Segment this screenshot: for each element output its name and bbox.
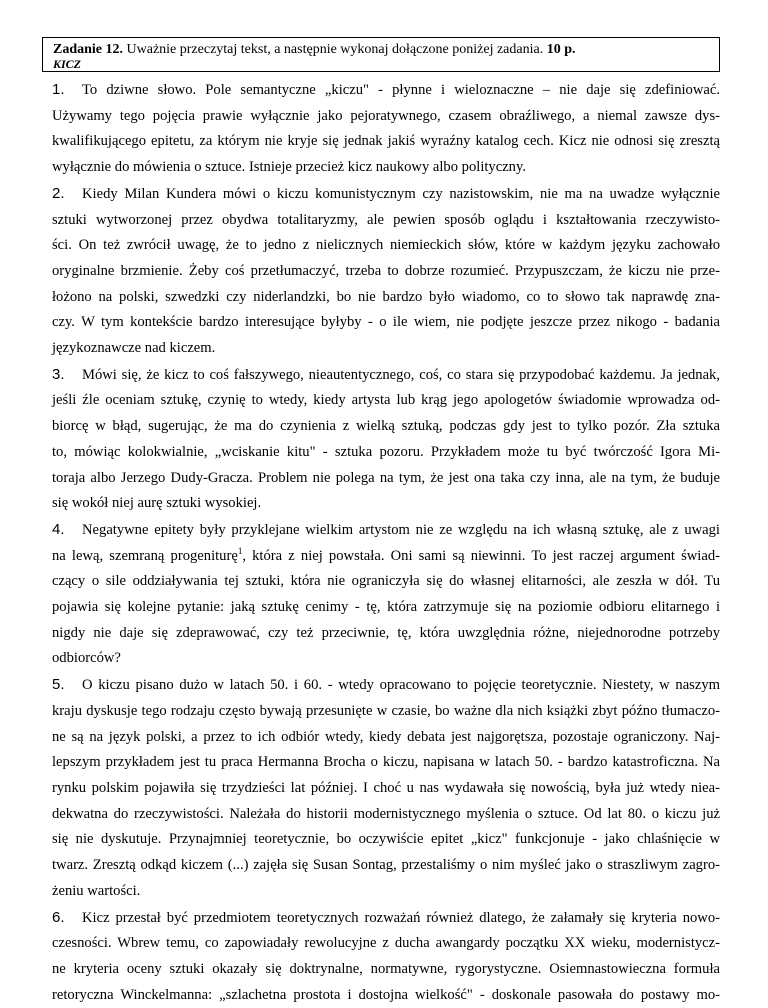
paragraph-line: Używamy tego pojęcia prawie wyłącznie jako pejoratywnego, czasem obraźliwego, a niemal zawsze dys- <box>52 104 720 130</box>
paragraph-2 <box>52 181 720 362</box>
paragraph-line: pojawia się kolejne pytanie: jaką sztukę cenimy - tę, która zatrzymuje się na poziomie odbioru elitarnego i <box>52 595 720 621</box>
paragraph-5 <box>52 672 720 904</box>
paragraph-line: 3. Mówi się, że kicz to coś fałszywego, nieautentycznego, coś, co stara się przypodobać każdemu. Ja jednak, <box>52 362 720 389</box>
article-body <box>52 77 720 1008</box>
task-header-box <box>42 37 720 72</box>
paragraph-line: 6. Kicz przestał być przedmiotem teoretycznych rozważań również dlatego, że załamały się kryteria nowo- <box>52 905 720 932</box>
task-instruction: Uważnie przeczytaj tekst, a następnie wykonaj dołączone poniżej zadania. <box>127 42 544 57</box>
paragraph-number: 4. <box>52 517 82 543</box>
paragraph-line: odbiorców? <box>52 646 720 672</box>
paragraph-line: językoznawcze nad kiczem. <box>52 336 720 362</box>
paragraph-line: 1. To dziwne słowo. Pole semantyczne „kiczu" - płynne i wieloznaczne – nie daje się zdefiniować. <box>52 77 720 104</box>
task-points: 10 p. <box>547 42 576 57</box>
paragraph-line: 4. Negatywne epitety były przyklejane wielkim artystom nie ze względu na ich własną sztukę, ale z uwagi <box>52 517 720 544</box>
paragraph-1 <box>52 77 720 181</box>
paragraph-line: czesności. Wbrew temu, co zapowiadały rewolucyjne z ducha awangardy początku XX wieku, modernistycz- <box>52 931 720 957</box>
paragraph-line: wyłącznie do mówienia o sztuce. Istnieje przecież kicz naukowy albo polityczny. <box>52 155 720 181</box>
paragraph-line: czący o sile oddziaływania tej sztuki, która nie ograniczyła się do własnej elitarności, ale zeszła w dół. Tu <box>52 569 720 595</box>
paragraph-6 <box>52 905 720 1008</box>
footnote-marker: 1 <box>238 546 243 556</box>
paragraph-line: oryginalne brzmienie. Żeby coś przetłumaczyć, trzeba to dobrze rozumieć. Przypuszczam, że kiczu nie prze- <box>52 259 720 285</box>
paragraph-number: 2. <box>52 181 82 207</box>
paragraph-number: 5. <box>52 672 82 698</box>
paragraph-line: jeśli źle oceniam sztukę, czynię to wtedy, kiedy artysta lub krąg jego apologetów świadomie wprowadza od- <box>52 388 720 414</box>
paragraph-line: dekwatna do rzeczywistości. Należała do historii modernistycznego myślenia o sztuce. Od lat 80. o kiczu już <box>52 802 720 828</box>
paragraph-line: 2. Kiedy Milan Kundera mówi o kiczu komunistycznym czy nazistowskim, nie ma na uwadze wyłącznie <box>52 181 720 208</box>
task-number: Zadanie 12. <box>53 42 123 57</box>
paragraph-3 <box>52 362 720 517</box>
paragraph-line: czy. W tym kontekście bardzo interesujące byłyby - o ile wiem, nie podjęte jeszcze przez nikogo - badania <box>52 310 720 336</box>
paragraph-line: lepszym przykładem jest tu praca Hermanna Brocha o kiczu, napisana w latach 50. - bardzo katastroficzna. Na <box>52 750 720 776</box>
paragraph-line: twarz. Zresztą odkąd kiczem (...) zajęła się Susan Sontag, przestaliśmy o nim myśleć jako o straszliwym zagro- <box>52 853 720 879</box>
text-title: KICZ <box>53 58 709 71</box>
paragraph-line: biorcę w błąd, sugerując, że ma do czynienia z wielką sztuką, podczas gdy jest to tylko pozór. Zła sztuka <box>52 414 720 440</box>
paragraph-line: się nie dyskutuje. Przynajmniej teoretycznie, bo oczywiście epitet „kicz" funkcjonuje - jako chlaśnięcie w <box>52 827 720 853</box>
task-title-line <box>53 42 709 58</box>
paragraph-line: łożono na polski, szwedzki czy niderlandzki, bo nie bardzo było wiadomo, co to słowo tak naprawdę zna- <box>52 285 720 311</box>
paragraph-line: ne kryteria oceny sztuki okazały się doktrynalne, normatywne, rygorystyczne. Osiemnastowieczna formuła <box>52 957 720 983</box>
paragraph-line: rynku polskim pojawiła się trzydzieści lat później. I choć u nas wydawała się nowością, była już wtedy nieа- <box>52 776 720 802</box>
paragraph-number: 6. <box>52 905 82 931</box>
paragraph-line: kraju dyskusje tego rodzaju często bywają przesunięte w czasie, bo ważne dla nich książki zbyt późno tłumaczo- <box>52 699 720 725</box>
paragraph-line: się wokół niej aurę sztuki wysokiej. <box>52 491 720 517</box>
paragraph-line: na lewą, szemraną progeniturę$^1$, która z niej powstała. Oni sami są niewinni. To jest raczej argument świad- <box>52 544 720 570</box>
paragraph-line: toraja albo Jerzego Dudy-Gracza. Problem nie polega na tym, że jest ona taka czy inna, ale na tym, że buduje <box>52 466 720 492</box>
paragraph-4 <box>52 517 720 672</box>
paragraph-line: ści. On też zwrócił uwagę, że to jedno z nielicznych niemieckich słów, które w każdym języku zachowało <box>52 233 720 259</box>
paragraph-line: to, mówiąc kolokwialnie, „wciskanie kitu" - sztuka pozoru. Przykładem może tu być twórczość Igora Mi- <box>52 440 720 466</box>
paragraph-line: sztuki wytworzonej przez obydwa totalitaryzmy, ale pewien sposób oglądu i kształtowania rzeczywisto- <box>52 208 720 234</box>
paragraph-line: żeniu wartości. <box>52 879 720 905</box>
paragraph-line: kwalifikującego epitetu, za którym nie kryje się jednak jakiś wyraźny katalog cech. Kicz nie odnosi się zresztą <box>52 129 720 155</box>
paragraph-number: 3. <box>52 362 82 388</box>
paragraph-line: retoryczna Winckelmanna: „szlachetna prostota i dostojna wielkość" - doskonale pasowała do postawy mo- <box>52 983 720 1008</box>
paragraph-line: 5. O kiczu pisano dużo w latach 50. i 60. - wtedy opracowano to pojęcie teoretycznie. Niestety, w naszym <box>52 672 720 699</box>
paragraph-line: ne są na język polski, a przez to ich odbiór wtedy, kiedy debata jest najgorętsza, pozostaje ograniczony. Naj- <box>52 725 720 751</box>
paragraph-line: nigdy nie daje się zdeprawować, czy też przeciwnie, tę, która uwzględnia różne, niejednorodne potrzeby <box>52 621 720 647</box>
paragraph-number: 1. <box>52 77 82 103</box>
